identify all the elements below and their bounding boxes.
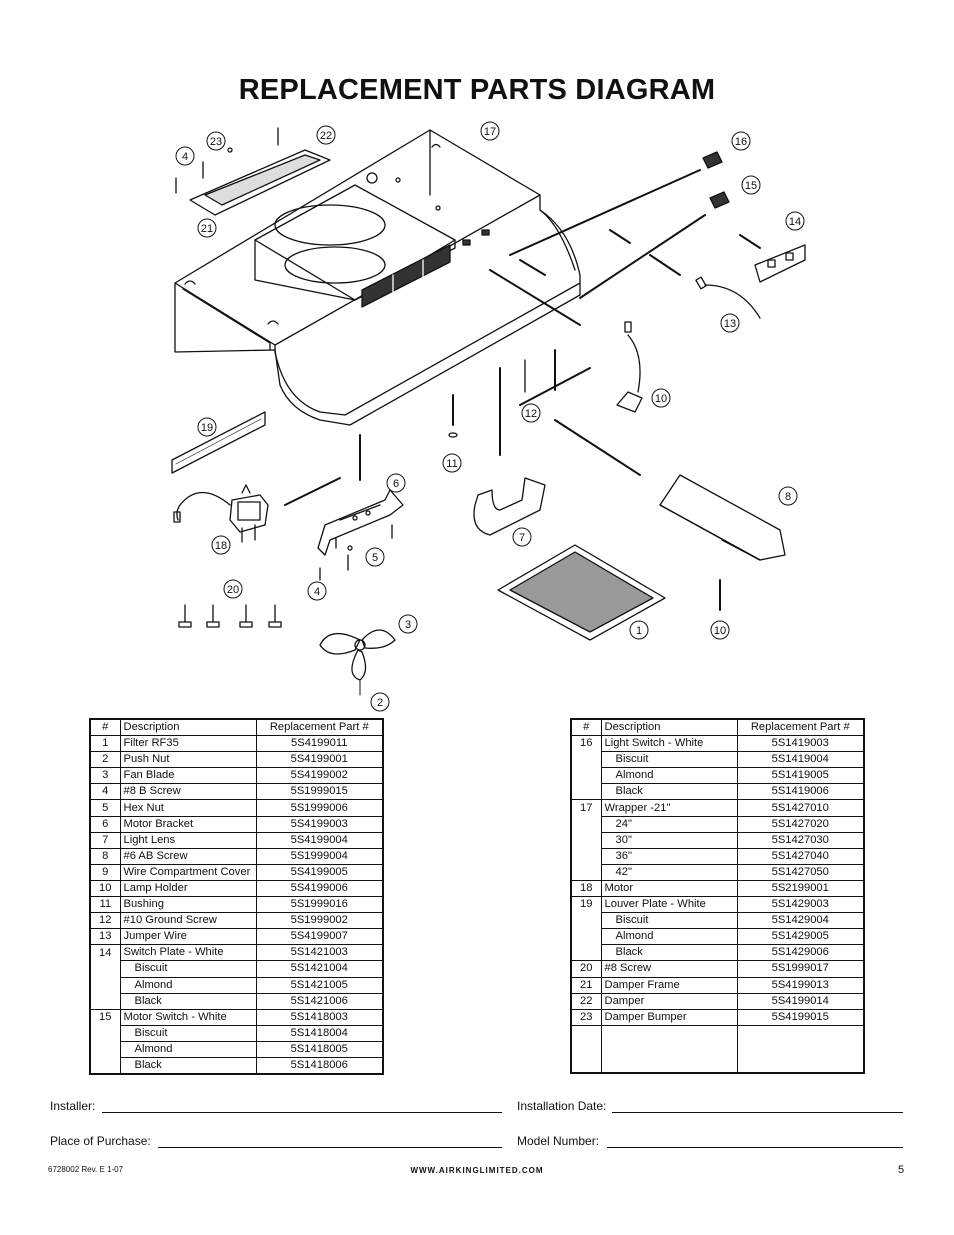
cell-num	[90, 993, 120, 1009]
empty-cell	[737, 1025, 864, 1073]
cell-num	[571, 768, 601, 784]
cell-part: 5S4199007	[256, 929, 383, 945]
callout-11	[443, 454, 461, 472]
cell-num: 4	[90, 784, 120, 800]
cell-part: 5S1427030	[737, 832, 864, 848]
cell-num	[571, 784, 601, 800]
switches	[703, 152, 729, 208]
svg-text:12: 12	[524, 408, 538, 420]
cell-desc: 36"	[601, 848, 737, 864]
cell-num: 21	[571, 977, 601, 993]
cell-desc: Wire Compartment Cover	[120, 864, 256, 880]
cell-num: 19	[571, 897, 601, 913]
svg-text:14: 14	[788, 216, 802, 228]
cell-num	[571, 929, 601, 945]
cell-part: 5S1999017	[737, 961, 864, 977]
table-filler-row	[571, 1025, 864, 1073]
table-row	[571, 945, 864, 961]
table-row	[90, 929, 383, 945]
col-header-part: Replacement Part #	[256, 719, 383, 736]
svg-text:2: 2	[376, 697, 384, 709]
cell-desc: Biscuit	[601, 913, 737, 929]
cell-part: 5S1999002	[256, 913, 383, 929]
table-row	[90, 1009, 383, 1025]
table-row	[571, 768, 864, 784]
svg-text:17: 17	[483, 126, 497, 138]
cell-num: 12	[90, 913, 120, 929]
callout-10	[652, 389, 670, 407]
callout-6	[387, 474, 405, 492]
cell-num: 16	[571, 736, 601, 752]
place-of-purchase-field[interactable]	[158, 1147, 502, 1148]
cell-part: 5S1421006	[256, 993, 383, 1009]
cell-num: 23	[571, 1009, 601, 1025]
table-row	[90, 880, 383, 896]
cell-desc: Almond	[601, 929, 737, 945]
cell-part: 5S4199015	[737, 1009, 864, 1025]
cell-part: 5S1418006	[256, 1057, 383, 1074]
motor	[174, 485, 268, 542]
installer-label: Installer:	[50, 1099, 96, 1113]
svg-text:4: 4	[181, 151, 189, 163]
table-row	[90, 848, 383, 864]
installer-field[interactable]	[102, 1112, 502, 1113]
cell-desc: Wrapper -21"	[601, 800, 737, 816]
table-row	[90, 945, 383, 961]
cell-num	[571, 848, 601, 864]
cell-desc: #10 Ground Screw	[120, 913, 256, 929]
parts-table-left	[89, 718, 384, 1075]
callout-23	[207, 132, 225, 150]
table-row	[90, 752, 383, 768]
cell-num	[571, 816, 601, 832]
svg-text:18: 18	[214, 540, 228, 552]
cell-desc: #6 AB Screw	[120, 848, 256, 864]
cell-num: 3	[90, 768, 120, 784]
table-row	[571, 880, 864, 896]
cell-desc: Black	[601, 945, 737, 961]
cell-part: 5S1427020	[737, 816, 864, 832]
parts-table-right	[570, 718, 865, 1074]
col-header-part: Replacement Part #	[737, 719, 864, 736]
cell-num	[571, 832, 601, 848]
table-row	[90, 913, 383, 929]
cell-num: 17	[571, 800, 601, 816]
callout-21	[198, 219, 216, 237]
col-header-num: #	[571, 719, 601, 736]
cell-desc: Louver Plate - White	[601, 897, 737, 913]
table-row	[571, 784, 864, 800]
svg-text:23: 23	[209, 136, 223, 148]
table-row	[571, 848, 864, 864]
callout-17	[481, 122, 499, 140]
installation-date-field[interactable]	[612, 1112, 903, 1113]
cell-num: 10	[90, 880, 120, 896]
lamp-holder	[617, 322, 642, 412]
cell-part: 5S1421005	[256, 977, 383, 993]
cell-desc: #8 B Screw	[120, 784, 256, 800]
empty-cell	[601, 1025, 737, 1073]
cell-desc: Damper	[601, 993, 737, 1009]
cell-part: 5S1999015	[256, 784, 383, 800]
table-row	[571, 832, 864, 848]
cell-num: 14	[90, 945, 120, 961]
cell-desc: Push Nut	[120, 752, 256, 768]
svg-text:1: 1	[635, 625, 643, 637]
fan-blade	[320, 630, 395, 695]
table-row	[571, 977, 864, 993]
cell-desc: #8 Screw	[601, 961, 737, 977]
cell-desc: Black	[120, 1057, 256, 1074]
svg-text:22: 22	[319, 130, 333, 142]
table-row	[571, 816, 864, 832]
cell-part: 5S1999004	[256, 848, 383, 864]
cell-part: 5S4199006	[256, 880, 383, 896]
doc-number: 6728002 Rev. E 1-07	[48, 1165, 124, 1174]
cell-num: 7	[90, 832, 120, 848]
cell-desc: Bushing	[120, 897, 256, 913]
svg-text:3: 3	[404, 619, 412, 631]
col-header-num: #	[90, 719, 120, 736]
col-header-desc: Description	[601, 719, 737, 736]
cell-part: 5S1429004	[737, 913, 864, 929]
table-row	[571, 993, 864, 1009]
cell-desc: 42"	[601, 864, 737, 880]
cell-part: 5S4199014	[737, 993, 864, 1009]
page-number: 5	[898, 1164, 905, 1176]
cell-desc: Switch Plate - White	[120, 945, 256, 961]
table-row	[571, 897, 864, 913]
cell-num	[571, 752, 601, 768]
cell-num: 5	[90, 800, 120, 816]
cell-part: 5S2199001	[737, 880, 864, 896]
cell-desc: Lamp Holder	[120, 880, 256, 896]
table-row	[571, 752, 864, 768]
cell-part: 5S1418004	[256, 1025, 383, 1041]
table-row	[90, 800, 383, 816]
callout-9	[779, 487, 797, 505]
col-header-desc: Description	[120, 719, 256, 736]
cell-desc: Jumper Wire	[120, 929, 256, 945]
installation-date-label: Installation Date:	[517, 1099, 607, 1113]
table-row	[90, 897, 383, 913]
cell-desc: Motor	[601, 880, 737, 896]
cell-part: 5S1429003	[737, 897, 864, 913]
callout-20	[224, 580, 242, 598]
svg-text:5: 5	[371, 552, 379, 564]
damper-assembly	[176, 128, 333, 215]
table-header-row	[90, 719, 383, 736]
cell-num: 2	[90, 752, 120, 768]
cell-desc: Fan Blade	[120, 768, 256, 784]
svg-text:19: 19	[200, 422, 214, 434]
table-row	[90, 784, 383, 800]
cell-part: 5S1421004	[256, 961, 383, 977]
table-row	[90, 816, 383, 832]
cell-desc: Light Lens	[120, 832, 256, 848]
cell-part: 5S4199013	[737, 977, 864, 993]
cell-part: 5S1427010	[737, 800, 864, 816]
table-row	[90, 1025, 383, 1041]
table-row	[90, 1057, 383, 1074]
callout-4-top	[176, 147, 194, 165]
cell-part: 5S4199011	[256, 736, 383, 752]
jumper-wire	[705, 285, 760, 318]
svg-text:16: 16	[734, 136, 748, 148]
callout-7	[513, 528, 531, 546]
page-title: REPLACEMENT PARTS DIAGRAM	[238, 74, 716, 106]
cell-desc: Motor Switch - White	[120, 1009, 256, 1025]
cell-part: 5S1429005	[737, 929, 864, 945]
cell-num	[571, 913, 601, 929]
cell-num	[90, 1025, 120, 1041]
callout-5	[366, 548, 384, 566]
callout-4	[308, 582, 326, 600]
cell-part: 5S1421003	[256, 945, 383, 961]
cell-num: 22	[571, 993, 601, 1009]
svg-text:21: 21	[200, 223, 214, 235]
table-row	[571, 913, 864, 929]
svg-text:11: 11	[446, 458, 458, 470]
table-header-row	[571, 719, 864, 736]
cell-desc: 30"	[601, 832, 737, 848]
screws	[179, 605, 281, 627]
table-row	[571, 864, 864, 880]
cell-part: 5S1429006	[737, 945, 864, 961]
cell-desc: Black	[120, 993, 256, 1009]
cell-part: 5S1419006	[737, 784, 864, 800]
cell-desc: Biscuit	[120, 961, 256, 977]
callout-18	[212, 536, 230, 554]
cell-num: 11	[90, 897, 120, 913]
cell-num	[90, 977, 120, 993]
table-row	[571, 1009, 864, 1025]
switch-plate	[755, 245, 805, 282]
cell-num: 9	[90, 864, 120, 880]
cell-part: 5S1999016	[256, 897, 383, 913]
cell-desc: Almond	[120, 1041, 256, 1057]
callout-13	[721, 314, 739, 332]
table-row	[90, 864, 383, 880]
cell-num: 13	[90, 929, 120, 945]
model-number-label: Model Number:	[517, 1134, 600, 1148]
callout-8	[711, 621, 729, 639]
bushing	[449, 433, 457, 437]
cell-part: 5S1419004	[737, 752, 864, 768]
svg-text:4: 4	[313, 586, 321, 598]
cell-part: 5S4199003	[256, 816, 383, 832]
cell-num	[90, 1041, 120, 1057]
cell-part: 5S1418005	[256, 1041, 383, 1057]
svg-text:15: 15	[744, 180, 758, 192]
place-of-purchase-label: Place of Purchase:	[50, 1134, 151, 1148]
cell-num: 8	[90, 848, 120, 864]
cell-part: 5S1427050	[737, 864, 864, 880]
cell-desc: 24"	[601, 816, 737, 832]
cell-num: 20	[571, 961, 601, 977]
cell-desc: Black	[601, 784, 737, 800]
cell-desc: Damper Bumper	[601, 1009, 737, 1025]
cell-num	[571, 864, 601, 880]
wiring-lines	[285, 170, 760, 505]
callout-2	[371, 693, 389, 711]
callout-14	[786, 212, 804, 230]
website-url[interactable]: WWW.AIRKINGLIMITED.COM	[410, 1166, 544, 1175]
table-row	[90, 977, 383, 993]
svg-text:6: 6	[392, 478, 400, 490]
cell-part: 5S1419003	[737, 736, 864, 752]
light-lens	[474, 478, 545, 535]
table-row	[571, 929, 864, 945]
motor-bracket	[318, 490, 403, 555]
cell-num: 6	[90, 816, 120, 832]
empty-cell	[571, 1025, 601, 1073]
table-row	[571, 961, 864, 977]
cell-desc: Biscuit	[601, 752, 737, 768]
table-row	[90, 832, 383, 848]
cell-desc: Damper Frame	[601, 977, 737, 993]
table-row	[571, 736, 864, 752]
louver-plate	[172, 412, 265, 473]
callout-22	[317, 126, 335, 144]
table-row	[90, 736, 383, 752]
cell-part: 5S1427040	[737, 848, 864, 864]
table-row	[90, 961, 383, 977]
cell-desc: Biscuit	[120, 1025, 256, 1041]
cell-desc: Almond	[601, 768, 737, 784]
cell-num	[90, 1057, 120, 1074]
cell-part: 5S4199002	[256, 768, 383, 784]
cell-num: 1	[90, 736, 120, 752]
model-number-field[interactable]	[607, 1147, 903, 1148]
callout-19	[198, 418, 216, 436]
cell-desc: Almond	[120, 977, 256, 993]
svg-text:8: 8	[784, 491, 792, 503]
cell-desc: Filter RF35	[120, 736, 256, 752]
cell-part: 5S4199004	[256, 832, 383, 848]
callout-15	[742, 176, 760, 194]
callout-12	[522, 404, 540, 422]
table-row	[90, 1041, 383, 1057]
svg-text:7: 7	[518, 532, 526, 544]
svg-text:10: 10	[713, 625, 727, 637]
cell-part: 5S4199001	[256, 752, 383, 768]
callout-3	[399, 615, 417, 633]
svg-text:10: 10	[654, 393, 668, 405]
cell-num	[571, 945, 601, 961]
cell-desc: Light Switch - White	[601, 736, 737, 752]
callout-1	[630, 621, 648, 639]
table-row	[571, 800, 864, 816]
cell-desc: Hex Nut	[120, 800, 256, 816]
cell-part: 5S1999006	[256, 800, 383, 816]
cell-part: 5S1419005	[737, 768, 864, 784]
svg-text:13: 13	[723, 318, 737, 330]
cell-num: 18	[571, 880, 601, 896]
table-row	[90, 993, 383, 1009]
cell-num	[90, 961, 120, 977]
svg-text:20: 20	[226, 584, 240, 596]
cell-part: 5S4199005	[256, 864, 383, 880]
table-row	[90, 768, 383, 784]
range-hood-wrapper	[175, 130, 580, 425]
callout-16	[732, 132, 750, 150]
cell-num: 15	[90, 1009, 120, 1025]
cell-part: 5S1418003	[256, 1009, 383, 1025]
cell-desc: Motor Bracket	[120, 816, 256, 832]
wire-compartment-cover	[660, 475, 785, 560]
